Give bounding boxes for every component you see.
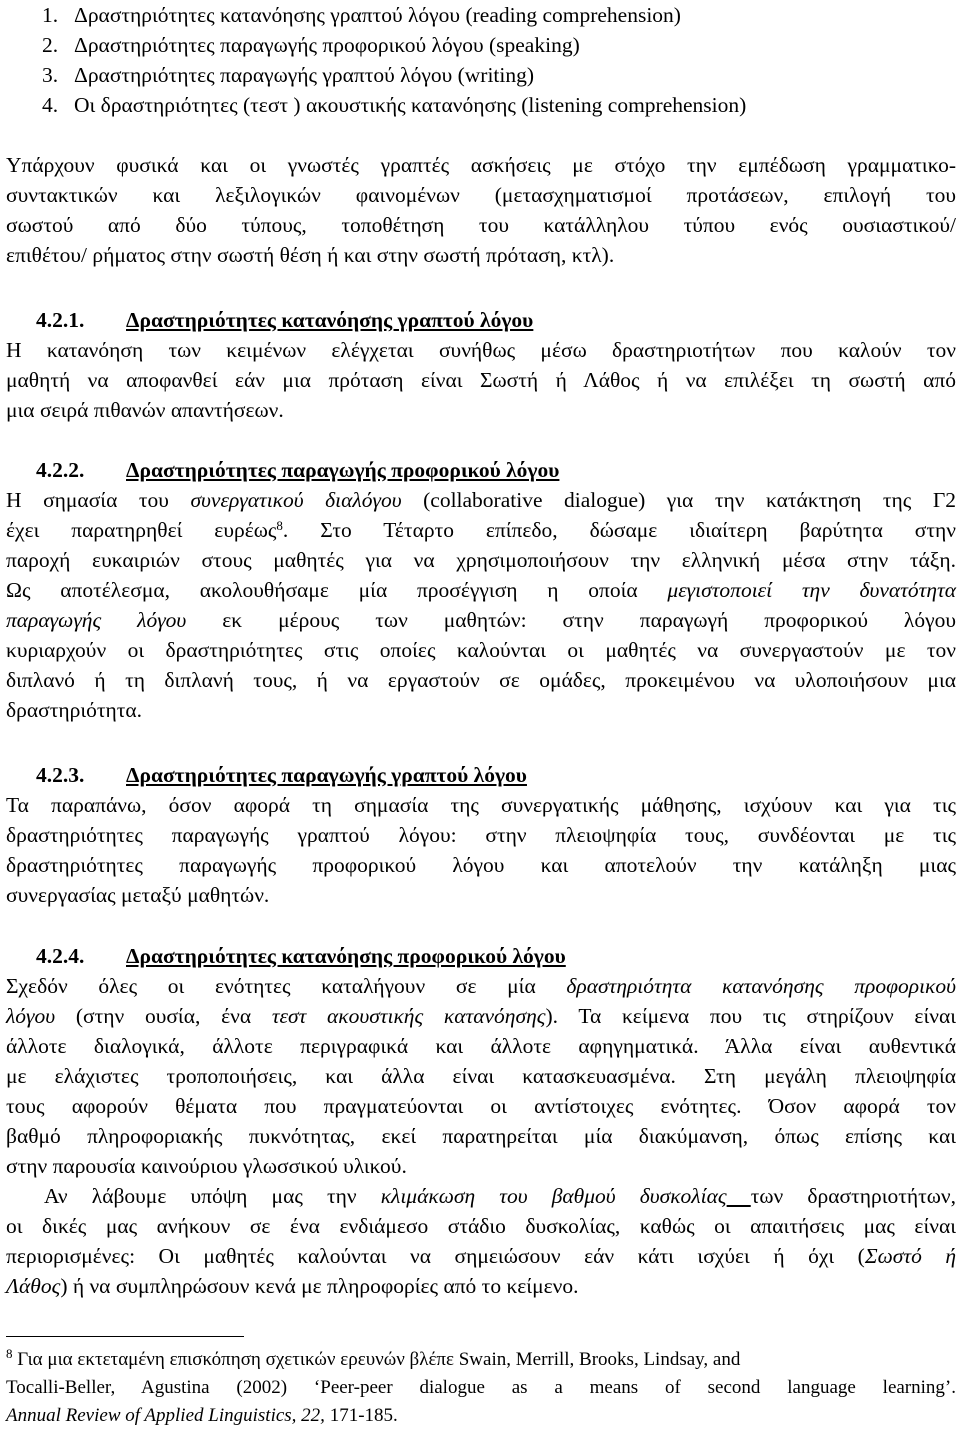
- paragraph-line: Λάθος) ή να συμπληρώσουν κενά με πληροφορίες από το κείμενο.: [6, 1274, 579, 1298]
- paragraph-line: βαθμό πληροφοριακής πυκνότητας, εκεί παρατηρείται μία διακύμανση, όπως επίσης και: [6, 1124, 956, 1148]
- paragraph-line: Αν λάβουμε υπόψη μας την κλιμάκωση του βαθμού δυσκολίας των δραστηριοτήτων,: [44, 1184, 956, 1208]
- list-item: 1. Δραστηριότητες κατανόησης γραπτού λόγου (reading comprehension): [42, 3, 681, 27]
- list-item: 2. Δραστηριότητες παραγωγής προφορικού λόγου (speaking): [42, 33, 580, 57]
- paragraph-line: άλλοτε διαλογικά, άλλοτε περιγραφικά και άλλοτε αφηγηματικά. Άλλα είναι αυθεντικά: [6, 1034, 956, 1058]
- paragraph-line: κυριαρχούν οι δραστηριότητες στις οποίες καλούνται οι μαθητές να συνεργαστούν με τον: [6, 638, 956, 662]
- list-item: 4. Οι δραστηριότητες (τεστ ) ακουστικής κατανόησης (listening comprehension): [42, 93, 747, 117]
- list-item: 3. Δραστηριότητες παραγωγής γραπτού λόγου (writing): [42, 63, 535, 87]
- paragraph-line: παροχή ευκαιριών στους μαθητές για να χρησιμοποιήσουν την ελληνική μέσα στην τάξη.: [6, 548, 956, 572]
- paragraph-line: Η κατανόηση των κειμένων ελέγχεται συνήθως μέσω δραστηριοτήτων που καλούν τον: [6, 338, 956, 362]
- paragraph-line: οι δικές μας ανήκουν σε ένα ενδιάμεσο στάδιο δυσκολίας, καθώς οι απαιτήσεις μας είναι: [6, 1214, 956, 1238]
- paragraph-line: μαθητή να αποφανθεί εάν μια πρόταση είναι Σωστή ή Λάθος ή να επιλέξει τη σωστή από: [6, 368, 956, 392]
- paragraph-line: έχει παρατηρηθεί ευρέως$^8$. Στο Τέταρτο επίπεδο, δώσαμε ιδιαίτερη βαρύτητα στην: [6, 518, 956, 542]
- paragraph-line: Ως αποτέλεσμα, ακολουθήσαμε μία προσέγγιση η οποία μεγιστοποιεί την δυνατότητα: [6, 578, 956, 602]
- section-heading-4-2-3: 4.2.3. Δραστηριότητες παραγωγής γραπτού λόγου: [36, 763, 527, 787]
- footnote-separator: [6, 1336, 244, 1337]
- paragraph-line: δραστηριότητα.: [6, 698, 143, 722]
- paragraph-line: Τα παραπάνω, όσον αφορά τη σημασία της συνεργατικής μάθησης, ισχύουν και για τις: [6, 793, 956, 817]
- footnote-marker: 8: [6, 1346, 13, 1361]
- intro-line: σωστού από δύο τύπους, τοποθέτηση του κατάλληλου τύπου ενός ουσιαστικού/: [6, 213, 956, 237]
- paragraph-line: τους αφορούν θέματα που πραγματεύονται οι αντίστοιχες ενότητες. Όσον αφορά τον: [6, 1094, 956, 1118]
- paragraph-line: συνεργασίας μεταξύ μαθητών.: [6, 883, 270, 907]
- intro-line: επιθέτου/ ρήματος στην σωστή θέση ή και στην σωστή πρόταση, κτλ).: [6, 243, 615, 267]
- paragraph-line: περιορισμένες: Οι μαθητές καλούνται να σημειώσουν εάν κάτι ισχύει ή όχι (Σωστό ή: [6, 1244, 956, 1268]
- intro-line: Υπάρχουν φυσικά και οι γνωστές γραπτές ασκήσεις με στόχο την εμπέδωση γραμματικο-: [6, 153, 956, 177]
- paragraph-line: στην παρουσία καινούριου γλωσσικού υλικού.: [6, 1154, 407, 1178]
- footnote-ref: 8: [276, 518, 283, 533]
- paragraph-line: παραγωγής λόγου εκ μέρους των μαθητών: στην παραγωγή προφορικού λόγου: [6, 608, 956, 632]
- paragraph-line: διπλανό ή τη διπλανή τους, ή να εργαστούν σε ομάδες, προκειμένου να υλοποιήσουν μια: [6, 668, 956, 692]
- intro-line: συντακτικών και λεξιλογικών φαινομένων (μετασχηματισμοί προτάσεων, επιλογή του: [6, 183, 956, 207]
- paragraph-line: δραστηριότητες παραγωγής προφορικού λόγου και αποτελούν την κατάληξη μιας: [6, 853, 956, 877]
- footnote-line: $^8$ Για μια εκτεταμένη επισκόπηση σχετικών ερευνών βλέπε Swain, Merrill, Brooks, Lindsay, and: [6, 1346, 741, 1370]
- footnote-line: Tocalli-Beller, Agustina (2002) ‘Peer-peer dialogue as a means of second language learning’.: [6, 1377, 956, 1398]
- section-heading-4-2-4: 4.2.4. Δραστηριότητες κατανόησης προφορικού λόγου: [36, 944, 566, 968]
- paragraph-line: Σχεδόν όλες οι ενότητες καταλήγουν σε μία δραστηριότητα κατανόησης προφορικού: [6, 974, 956, 998]
- paragraph-line: λόγου (στην ουσία, ένα τεστ ακουστικής κατανόησης). Τα κείμενα που τις στηρίζουν είναι: [6, 1004, 957, 1028]
- section-heading-4-2-1: 4.2.1. Δραστηριότητες κατανόησης γραπτού λόγου: [36, 308, 534, 332]
- footnote-line: Annual Review of Applied Linguistics, 22, 171-185.: [6, 1405, 398, 1426]
- paragraph-line: δραστηριότητες παραγωγής γραπτού λόγου: στην πλειοψηφία τους, συνδέονται με τις: [6, 823, 956, 847]
- section-heading-4-2-2: 4.2.2. Δραστηριότητες παραγωγής προφορικού λόγου: [36, 458, 560, 482]
- paragraph-line: μια σειρά πιθανών απαντήσεων.: [6, 398, 284, 422]
- paragraph-line: Η σημασία του συνεργατικού διαλόγου (collaborative dialogue) για την κατάκτηση της Γ2: [6, 488, 957, 512]
- paragraph-line: με ελάχιστες τροποποιήσεις, και άλλα είναι κατασκευασμένα. Στη μεγάλη πλειοψηφία: [6, 1064, 956, 1088]
